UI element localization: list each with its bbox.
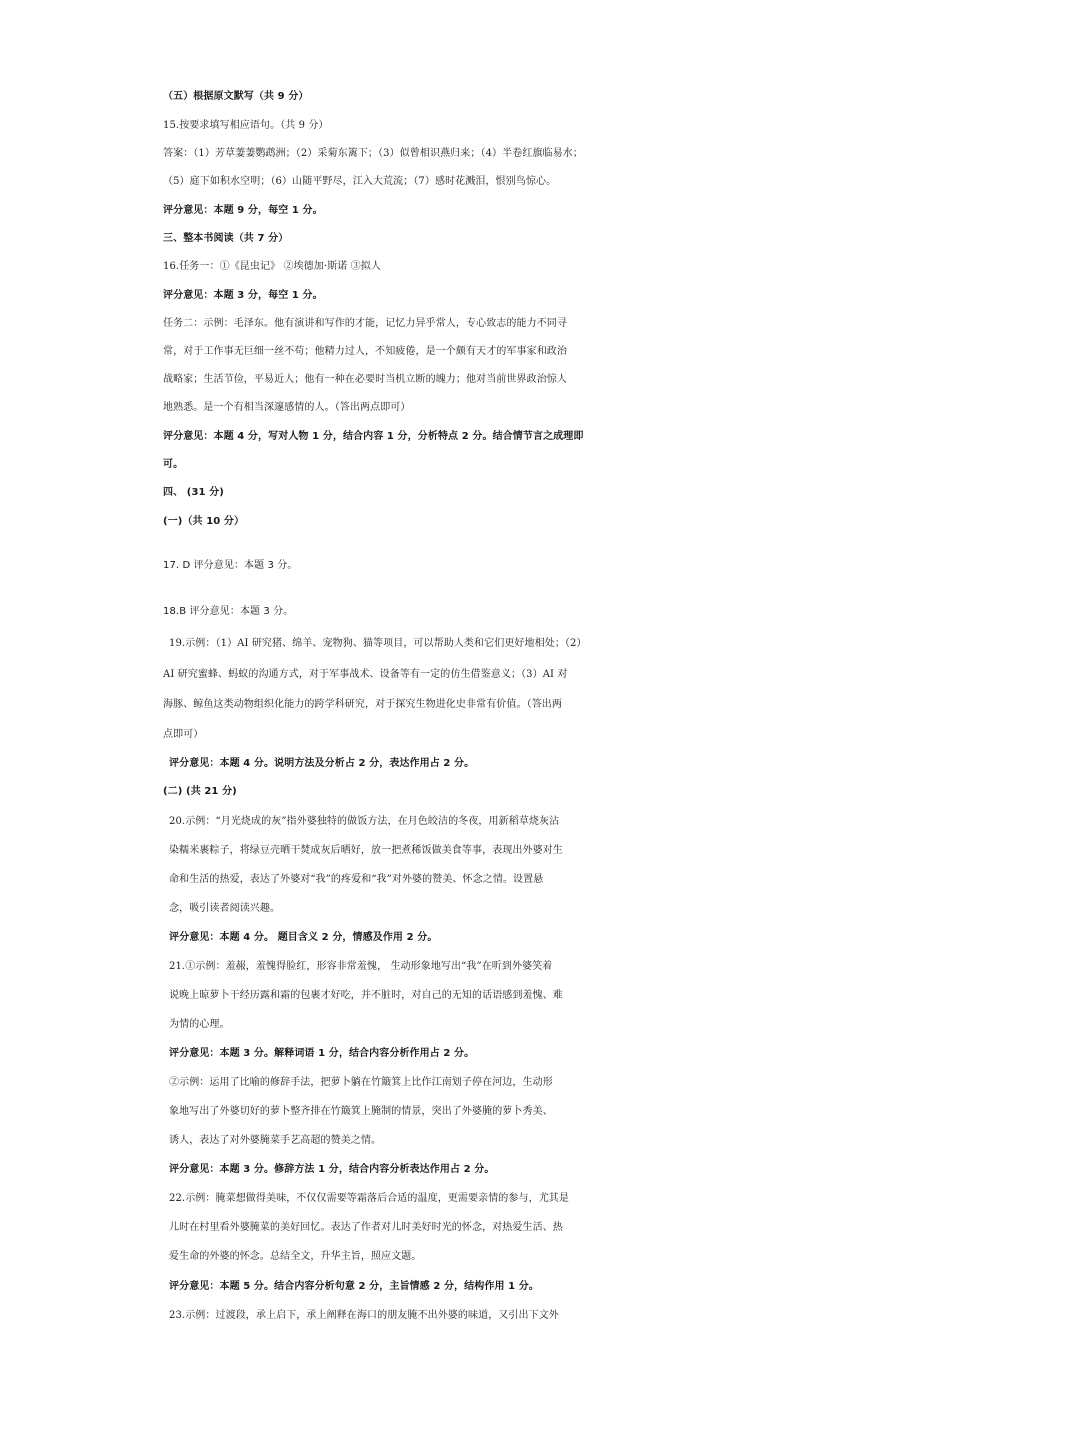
section-heading: 三、整本书阅读（共 7 分） (163, 233, 289, 244)
answer-line: 为情的心理。 (169, 1019, 230, 1030)
answer-line: AI 研究蜜蜂、蚂蚁的沟通方式，对于军事战术、设备等有一定的仿生借鉴意义；（3）AI 对 (163, 669, 568, 680)
question-line: 16.任务一：①《昆虫记》 ②埃德加·斯诺 ③拟人 (163, 261, 381, 272)
answer-line: 任务二：示例：毛泽东。他有演讲和写作的才能，记忆力异乎常人，专心致志的能力不同寻 (163, 318, 567, 329)
answer-line: 象地写出了外婆切好的萝卜整齐排在竹簸箕上腌制的情景，突出了外婆腌的萝卜秀美、 (169, 1106, 553, 1117)
question-line: 18.B 评分意见：本题 3 分。 (163, 606, 294, 617)
scoring-note: 评分意见：本题 9 分，每空 1 分。 (163, 205, 323, 216)
scoring-note: 评分意见：本题 3 分。修辞方法 1 分，结合内容分析表达作用占 2 分。 (169, 1164, 495, 1175)
question-line: ②示例：运用了比喻的修辞手法，把萝卜躺在竹簸箕上比作江南划子停在河边，生动形 (169, 1077, 553, 1088)
answer-line: 战略家；生活节俭，平易近人；他有一种在必要时当机立断的魄力；他对当前世界政治惊人 (163, 374, 567, 385)
answer-line: 儿时在村里看外婆腌菜的美好回忆。表达了作者对儿时美好时光的怀念，对热爱生活、热 (169, 1222, 563, 1233)
answer-line: 诱人，表达了对外婆腌菜手艺高超的赞美之情。 (169, 1135, 382, 1146)
answer-line: 海豚、鲸鱼这类动物组织化能力的跨学科研究，对于探究生物进化史非常有价值。（答出两 (163, 699, 562, 710)
question-line: 15.按要求填写相应语句。（共 9 分） (163, 120, 329, 131)
answer-line: 念，吸引读者阅读兴趣。 (169, 903, 281, 914)
question-line: 22.示例：腌菜想做得美味，不仅仅需要等霜落后合适的温度，更需要亲情的参与，尤其是 (169, 1193, 570, 1204)
answer-line: 染糯米裹粽子，将绿豆壳晒干焚成灰后晒好，放一把煮稀饭做美食等事，表现出外婆对生 (169, 845, 563, 856)
answer-line: 说晚上晾萝卜干经历露和霜的包裹才好吃，并不脏时，对自己的无知的话语感到羞愧、难 (169, 990, 563, 1001)
question-line: 21.①示例：羞赧，羞愧得脸红，形容非常羞愧， 生动形象地写出“我”在听到外婆笑着 (169, 961, 553, 972)
answer-line: 命和生活的热爱，表达了外婆对“我”的疼爱和“我”对外婆的赞美、怀念之情。设置悬 (169, 874, 544, 885)
scoring-note: 评分意见：本题 3 分。解释词语 1 分，结合内容分析作用占 2 分。 (169, 1048, 475, 1059)
section-heading: （五）根据原文默写（共 9 分） (163, 91, 309, 102)
scoring-note: 可。 (163, 459, 184, 470)
answer-line: 常，对于工作事无巨细一丝不苟；他精力过人，不知疲倦，是一个颇有天才的军事家和政治 (163, 346, 567, 357)
scoring-note: 评分意见：本题 4 分。 题目含义 2 分，情感及作用 2 分。 (169, 932, 438, 943)
section-heading: 四、 (31 分) (163, 487, 224, 498)
section-heading: (一)（共 10 分） (163, 516, 245, 527)
scoring-note: 评分意见：本题 5 分。结合内容分析句意 2 分，主旨情感 2 分，结构作用 1 分。 (169, 1281, 539, 1292)
answer-line: 点即可） (163, 729, 204, 740)
answer-line: 爱生命的外婆的怀念。总结全文，升华主旨，照应文题。 (169, 1251, 422, 1262)
question-line: 23.示例：过渡段，承上启下，承上阐释在海口的朋友腌不出外婆的味道，又引出下文外 (169, 1310, 559, 1321)
section-heading: (二) (共 21 分) (163, 786, 237, 797)
scoring-note: 评分意见：本题 4 分。说明方法及分析占 2 分，表达作用占 2 分。 (169, 758, 475, 769)
answer-line: 答案：（1）芳草萋萋鹦鹉洲；（2）采菊东篱下；（3）似曾相识燕归来；（4）半卷红旗临易水； (163, 148, 583, 159)
answer-line: （5）庭下如积水空明；（6）山随平野尽，江入大荒流；（7）感时花溅泪，恨别鸟惊心。 (163, 176, 557, 187)
answer-line: 地熟悉。是一个有相当深邃感情的人。（答出两点即可） (163, 402, 411, 413)
scoring-note: 评分意见：本题 4 分，写对人物 1 分，结合内容 1 分，分析特点 2 分。结合情节言之成理即 (163, 431, 584, 442)
question-line: 17. D 评分意见：本题 3 分。 (163, 560, 298, 571)
scoring-note: 评分意见：本题 3 分，每空 1 分。 (163, 290, 323, 301)
question-line: 19.示例：（1）AI 研究猪、绵羊、宠物狗、猫等项目，可以帮助人类和它们更好地相处；（2） (169, 638, 587, 649)
question-line: 20.示例：“月光烧成的灰”指外婆独特的做饭方法，在月色皎洁的冬夜，用新稻草烧灰沾 (169, 816, 560, 827)
